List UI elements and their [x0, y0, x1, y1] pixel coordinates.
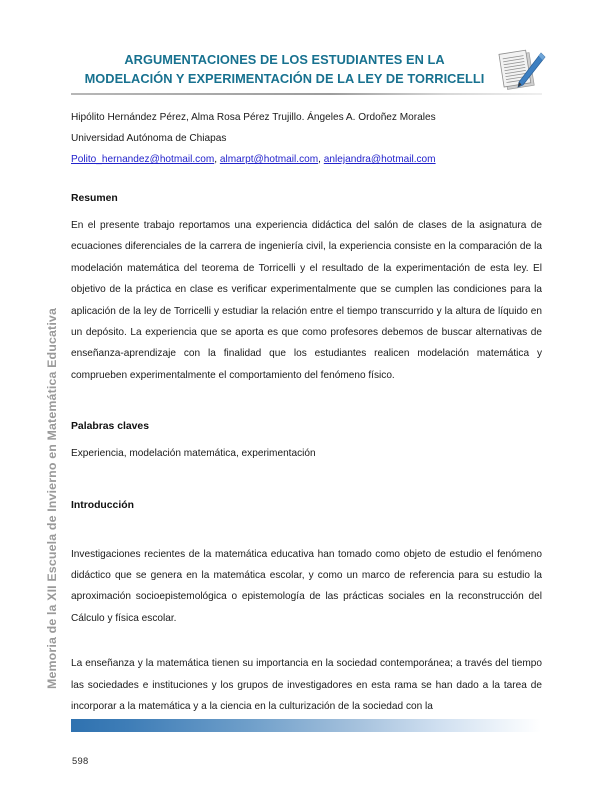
paragraph-palabras-claves: Experiencia, modelación matemática, experimentación [71, 448, 316, 460]
heading-resumen: Resumen [71, 193, 118, 204]
page-title [71, 50, 542, 88]
footer-gradient-bar [71, 719, 541, 732]
paragraph-resumen: En el presente trabajo reportamos una experiencia didáctica del salón de clases de la asignatura de ecuaciones diferenciales de la carrera de ingeniería civil, la experiencia consiste en la comparación de la modelación matemática del teorema de Torricelli y el resultado de la experimentación de esta ley. El objetivo de la práctica en clase es verificar experimentalmente que se cumplen las condiciones para la aplicación de la ley de Torricelli y estudiar la relación entre el tiempo transcurrido y la altura de líquido en un depósito. La experiencia que se aporta es que como profesores debemos de buscar alternativas de enseñanza-aprendizaje con la finalidad que los estudiantes realicen modelación matemática y comprueben experimentalmente el comportamiento del fenómeno físico. [71, 220, 542, 381]
heading-introduccion: Introducción [71, 499, 134, 511]
spacer [71, 386, 542, 420]
page-number: 598 [72, 755, 89, 766]
page-title-line-2: MODELACIÓN Y EXPERIMENTACIÓN DE LA LEY DE TORRICELLI [84, 71, 485, 86]
document-header [71, 50, 542, 95]
email-link-1[interactable]: Polito_hernandez@hotmail.com [71, 154, 215, 165]
email-list [71, 149, 542, 170]
paragraph-introduccion-1: Investigaciones recientes de la matemática educativa han tomado como objeto de estudio el fenómeno didáctico que se genera en la matemática escolar, y como un marco de referencia para su estudio la aproximación socioepistemológica o epistemología de las prácticas sociales en la reconstrucción del Cálculo y física escolar. [71, 548, 542, 624]
email-separator-2: , [318, 154, 324, 165]
spacer [71, 629, 542, 653]
email-link-2[interactable]: almarpt@hotmail.com [219, 154, 319, 165]
notepad-pen-icon [496, 47, 548, 97]
title-divider-rule [71, 93, 542, 95]
byline-block [71, 107, 542, 170]
left-margin-rail [0, 0, 70, 792]
page-title-line-1: ARGUMENTACIONES DE LOS ESTUDIANTES EN LA [124, 52, 445, 67]
author-list: Hipólito Hernández Pérez, Alma Rosa Pérez Trujillo. Ángeles A. Ordoñez Morales [71, 112, 436, 123]
paragraph-introduccion-2: La enseñanza y la matemática tienen su importancia en la sociedad contemporánea; a través del tiempo las sociedades e instituciones y los grupos de investigadores en esta rama se han dado a la tarea de incorporar a la matemática y a la ciencia en la culturización de la sociedad con la [71, 658, 542, 713]
running-head-vertical: Memoria de la XII Escuela de Invierno en Matemática Educativa [45, 307, 59, 689]
email-link-3[interactable]: anlejandra@hotmail.com [323, 154, 436, 165]
spacer [71, 465, 542, 499]
email-separator-1: , [214, 154, 220, 165]
document-body [71, 192, 542, 718]
spacer [71, 522, 542, 544]
affiliation: Universidad Autónoma de Chiapas [71, 133, 227, 144]
heading-palabras-claves: Palabras claves [71, 421, 149, 433]
